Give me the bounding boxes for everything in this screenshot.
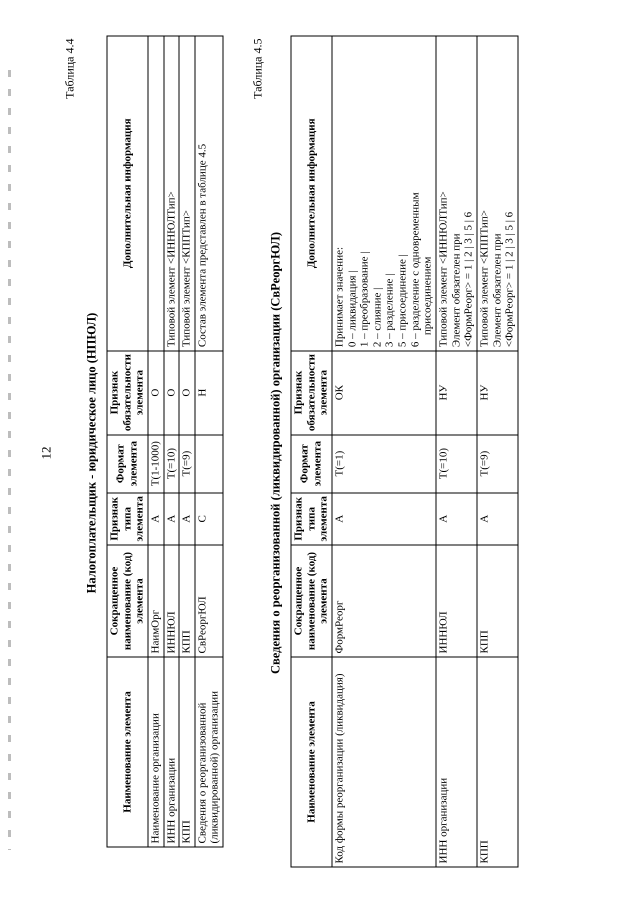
cell-required: Н (194, 350, 222, 434)
cell-type: А (179, 492, 195, 544)
cell-info (147, 36, 163, 351)
cell-format: T(=10) (436, 434, 477, 492)
table-row (179, 36, 195, 847)
info-line: Типовой элемент <ИННЮЛТип> (437, 190, 450, 347)
cell-info (476, 36, 517, 351)
info-line: присоединением (421, 256, 434, 335)
info-line: 1 – преобразование | (358, 251, 371, 347)
info-line: 3 – разделение | (383, 273, 396, 347)
table-4-4 (106, 35, 223, 847)
cell-required: ОК (331, 350, 435, 434)
info-line: 0 – ликвидация | (345, 270, 358, 347)
cell-required: НУ (436, 350, 477, 434)
header-type: Признак типа элемента (107, 492, 148, 544)
cell-required: НУ (476, 350, 517, 434)
cell-code: СвРеоргЮЛ (194, 545, 222, 657)
info-line: <ФормРеорг> = 1 | 2 | 3 | 5 | 6 (503, 211, 516, 347)
header-code: Сокращенное наименование (код) элемента (291, 545, 332, 657)
info-line: 5 – присоединение | (396, 253, 409, 347)
header-code: Сокращенное наименование (код) элемента (107, 545, 148, 657)
cell-format (194, 434, 222, 492)
header-format: Формат элемента (107, 434, 148, 492)
header-required: Признак обязательности элемента (291, 350, 332, 434)
info-line: Типовой элемент <КППТип> (477, 209, 490, 347)
cell-format: T(1-1000) (147, 434, 163, 492)
cell-required: О (163, 350, 179, 434)
cell-type: А (147, 492, 163, 544)
cell-code: НаимОрг (147, 545, 163, 657)
cell-code: ФормРеорг (331, 545, 435, 657)
cell-type: А (436, 492, 477, 544)
cell-name: ИНН организации (436, 657, 477, 867)
table-row (194, 36, 222, 847)
cell-code: КПП (476, 545, 517, 657)
cell-format: T(=1) (331, 434, 435, 492)
cell-code: КПП (179, 545, 195, 657)
cell-format: T(=9) (179, 434, 195, 492)
header-required: Признак обязательности элемента (107, 350, 148, 434)
cell-name: ИНН организации (163, 657, 179, 847)
cell-info (331, 36, 435, 351)
info-line: 6 – разделение с одновременным (408, 191, 421, 347)
cell-type: С (194, 492, 222, 544)
cell-required: О (179, 350, 195, 434)
cell-name: Код формы реорганизации (ликвидация) (331, 657, 435, 867)
table-row (476, 36, 517, 867)
cell-type: А (163, 492, 179, 544)
table-row (163, 36, 179, 847)
cell-required: О (147, 350, 163, 434)
cell-code: ИННЮЛ (436, 545, 477, 657)
header-info: Дополнительная информация (291, 36, 332, 351)
header-info: Дополнительная информация (107, 36, 148, 351)
info-line: <ФормРеорг> = 1 | 2 | 3 | 5 | 6 (462, 211, 475, 347)
cell-info (436, 36, 477, 351)
page-number: 12 (38, 446, 53, 459)
cell-code: ИННЮЛ (163, 545, 179, 657)
table-4-5-label: Таблица 4.5 (250, 38, 264, 99)
cell-name: КПП (179, 657, 195, 847)
table-4-4-label: Таблица 4.4 (62, 38, 76, 99)
info-line: 2 – слияние | (370, 287, 383, 347)
table-4-5-header-row (291, 36, 332, 867)
info-line: Принимает значение: (332, 246, 345, 347)
table-row (147, 36, 163, 847)
table-row (436, 36, 477, 867)
cell-type: А (331, 492, 435, 544)
cell-info: Типовой элемент <ИННЮЛТип> (163, 36, 179, 351)
header-type: Признак типа элемента (291, 492, 332, 544)
cell-format: T(=9) (476, 434, 517, 492)
header-name: Наименование элемента (107, 657, 148, 847)
header-name: Наименование элемента (291, 657, 332, 867)
cell-type: А (476, 492, 517, 544)
cell-name: КПП (476, 657, 517, 867)
cell-format: T(=10) (163, 434, 179, 492)
table-4-4-header-row (107, 36, 148, 847)
info-line: Элемент обязателен при (490, 233, 503, 347)
table-row (331, 36, 435, 867)
table-4-5-caption: Сведения о реорганизованной (ликвидированной) организации (СвРеоргЮЛ) (268, 231, 282, 674)
table-4-5 (290, 35, 518, 867)
cell-name: Наименование организации (147, 657, 163, 847)
cell-name: Сведения о реорганизованной (ликвидированной) организации (194, 657, 222, 847)
table-4-4-caption: Налогоплательщик - юридическое лицо (НПЮЛ) (84, 312, 98, 593)
header-format: Формат элемента (291, 434, 332, 492)
cell-info: Состав элемента представлен в таблице 4.5 (194, 36, 222, 351)
info-line: Элемент обязателен при (449, 233, 462, 347)
cell-info: Типовой элемент <КППТип> (179, 36, 195, 351)
